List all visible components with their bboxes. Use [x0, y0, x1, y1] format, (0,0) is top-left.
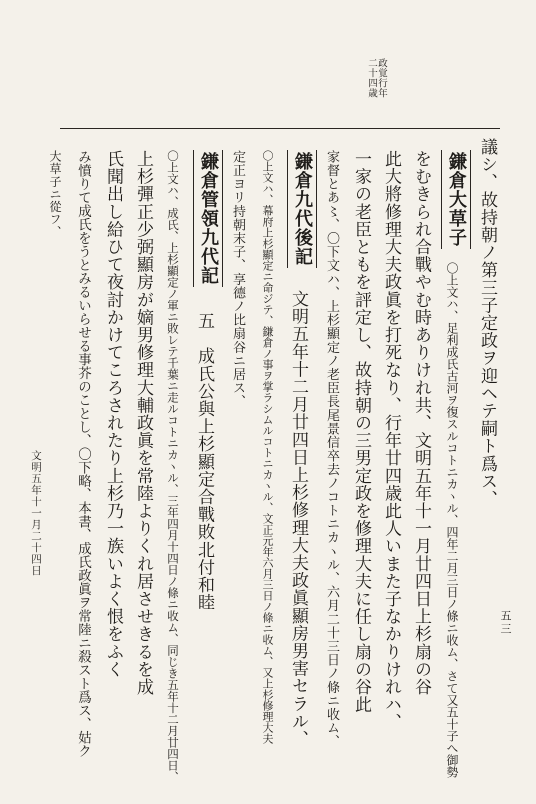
text-column-12: 上杉彈正少弼顯房が嫡男修理大輔政眞を常陸よりくれ居させきるを成: [133, 150, 153, 696]
text-column-10: 五 成氏公與上杉顯定合戰敗北付和睦: [194, 312, 214, 612]
margin-date-label: 文明五年十一月二十四日: [30, 450, 42, 577]
header-line-2: 二十四歳: [366, 58, 377, 98]
header-line-1: 政覚行年: [376, 58, 387, 98]
text-column-15: 大草子ニ從フ、: [48, 150, 62, 239]
text-column-3: をむきられ合戰やむ時ありけれ共、文明五年十一月廿四日上杉扇の谷: [411, 150, 431, 696]
text-column-9: 定正ヨリ持朝末子、享德ノ比扇谷ニ居ス、: [230, 150, 245, 409]
text-column-11: 〇上文ハ、成氏、上杉顯定ノ軍ニ敗レテ千葉ニ走ルコトニカヽル、三年四月十四日ノ條ニ收ム、同じき五年十二月廿四日、: [166, 150, 180, 783]
text-column-8: 〇上文ハ、幕府上杉顯定ニ命ジテ、鎌倉ノ事ヲ掌ラシムルコトニカヽル、文正元年六月三日ノ條ニ收ム、又上杉修理大夫: [261, 150, 274, 744]
text-column-4: 此大將修理大夫政眞を打死なり、行年廿四歳此人いまた子なかりけれハ、: [381, 150, 401, 731]
text-column-14: み憤りて成氏をうとみるいらせる事芥のことし、〇下略、本書、成氏政眞ヲ常陸ニ殺スト爲ス、姑ク: [75, 150, 91, 758]
source-title-kamakura-ooso: 鎌倉大草子: [441, 150, 471, 249]
running-header: [366, 58, 386, 98]
page-number: 五三: [499, 610, 512, 636]
source-title-kamakura-kudai-kouki: 鎌倉九代後記: [287, 150, 317, 268]
source-title-kamakura-kanrei-kudaiki: 鎌倉管領九代記: [193, 150, 223, 287]
text-column-6: 家督とあ〻、〇下文ハ、上杉顯定ノ老臣長尾景信卒去ノコトニカヽル、六月二十三日ノ條ニ收ム、: [324, 150, 339, 749]
text-column-2: 〇上文ハ、足利成氏古河ヲ復スルコトニカヽル、四年二月三日ノ條ニ收ム、さて又五十子へ御勢: [445, 262, 459, 778]
text-column-7: 文明五年十二月廿四日上杉修理大夫政眞顯房男害セラル、: [288, 290, 308, 748]
text-column-5: 一家の老臣ともを評定し、故持朝の三男定政を修理大夫に任し扇の谷此: [351, 150, 371, 714]
header-rule: [60, 128, 500, 129]
text-column-1: 議シ、故持朝ノ第三子定政ヲ迎ヘテ嗣ト爲ス、: [477, 138, 497, 508]
text-column-13: 氏聞出し給ひて夜討かけてころされたり上杉乃一族いよく恨をふく: [103, 150, 123, 678]
